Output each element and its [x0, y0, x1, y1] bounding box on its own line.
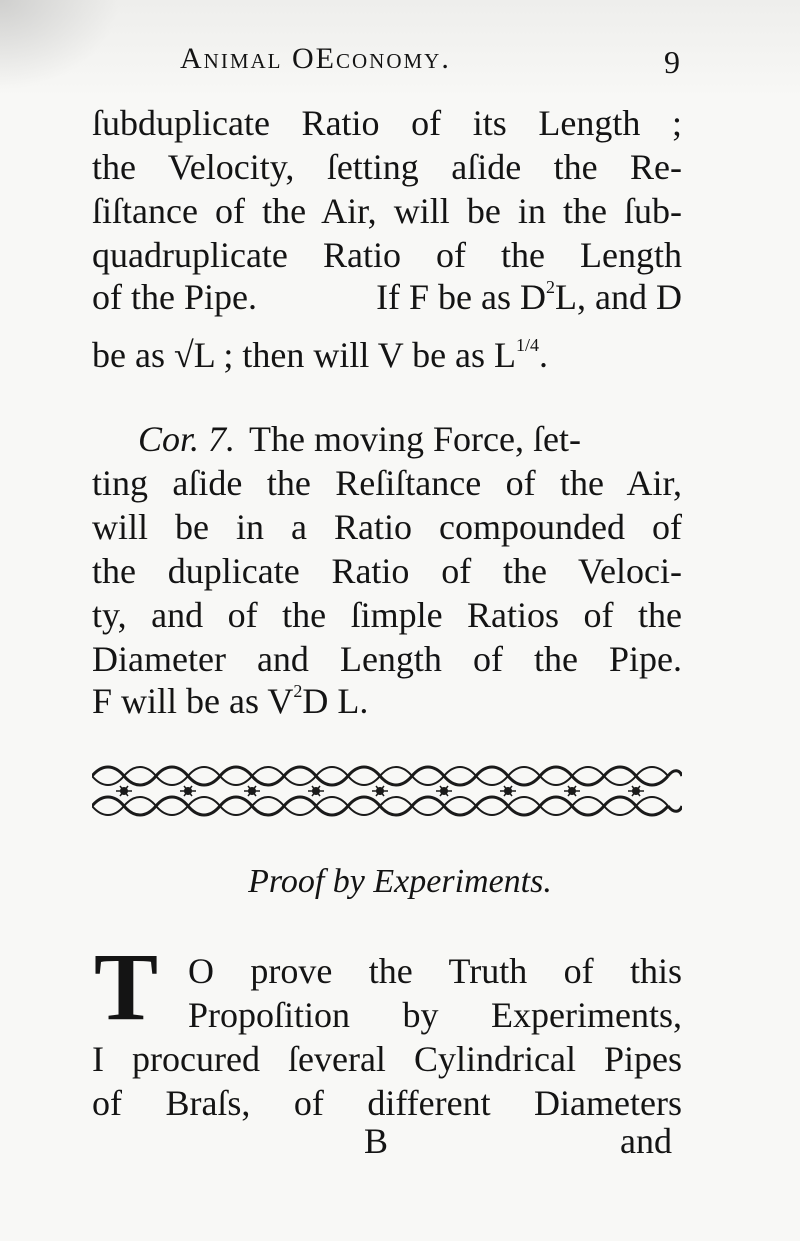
page-number: 9 — [664, 44, 680, 80]
formula-text: L, and D — [555, 277, 682, 317]
text-line: of Braſs, of different Diameters — [92, 1083, 682, 1123]
catchword: and — [620, 1121, 672, 1161]
text-line: quadruplicate Ratio of the Length — [92, 235, 682, 275]
text-line: Diameter and Length of the Pipe. — [92, 639, 682, 679]
formula-line — [328, 276, 682, 318]
exponent: 1/4 — [516, 335, 540, 355]
text-line: The moving Force, ſet- — [249, 419, 581, 459]
formula-line — [92, 680, 368, 722]
text-line: I procured ſeveral Cylindrical Pipes — [92, 1039, 682, 1079]
text-line: the duplicate Ratio of the Veloci- — [92, 551, 682, 591]
ornamental-border — [92, 762, 682, 820]
exponent: 2 — [293, 681, 303, 701]
text-line: ſubduplicate Ratio of its Length ; — [92, 103, 682, 143]
formula-text: F will be as V — [92, 681, 294, 721]
page-corner-shadow — [0, 0, 120, 90]
running-title: Animal OEconomy. — [180, 42, 451, 75]
text-line: of the Pipe. — [92, 277, 257, 317]
text-line: ty, and of the ſimple Ratios of the — [92, 595, 682, 635]
text-line: ſiſtance of the Air, will be in the ſub- — [92, 191, 682, 231]
text-line: the Velocity, ſetting aſide the Re- — [92, 147, 682, 187]
formula-line — [92, 334, 548, 376]
corollary-first-line — [92, 418, 682, 460]
section-heading: Proof by Experiments. — [248, 863, 552, 900]
corollary-label: Cor. 7. — [138, 419, 236, 459]
formula-text: . — [539, 335, 549, 375]
formula-text: D L. — [302, 681, 369, 721]
text-line: ting aſide the Reſiſtance of the Air, — [92, 463, 682, 503]
exponent: 2 — [546, 277, 556, 297]
signature-mark: B — [364, 1121, 389, 1161]
text-line: O prove the Truth of this — [188, 951, 682, 991]
formula-text: be as √L ; then will V be as L — [92, 335, 517, 375]
formula-text: If F be as D — [376, 277, 547, 317]
text-line: will be in a Ratio compounded of — [92, 507, 682, 547]
page-header — [180, 42, 680, 92]
drop-cap: T — [94, 933, 159, 1040]
text-line: Propoſition by Experiments, — [188, 995, 682, 1035]
